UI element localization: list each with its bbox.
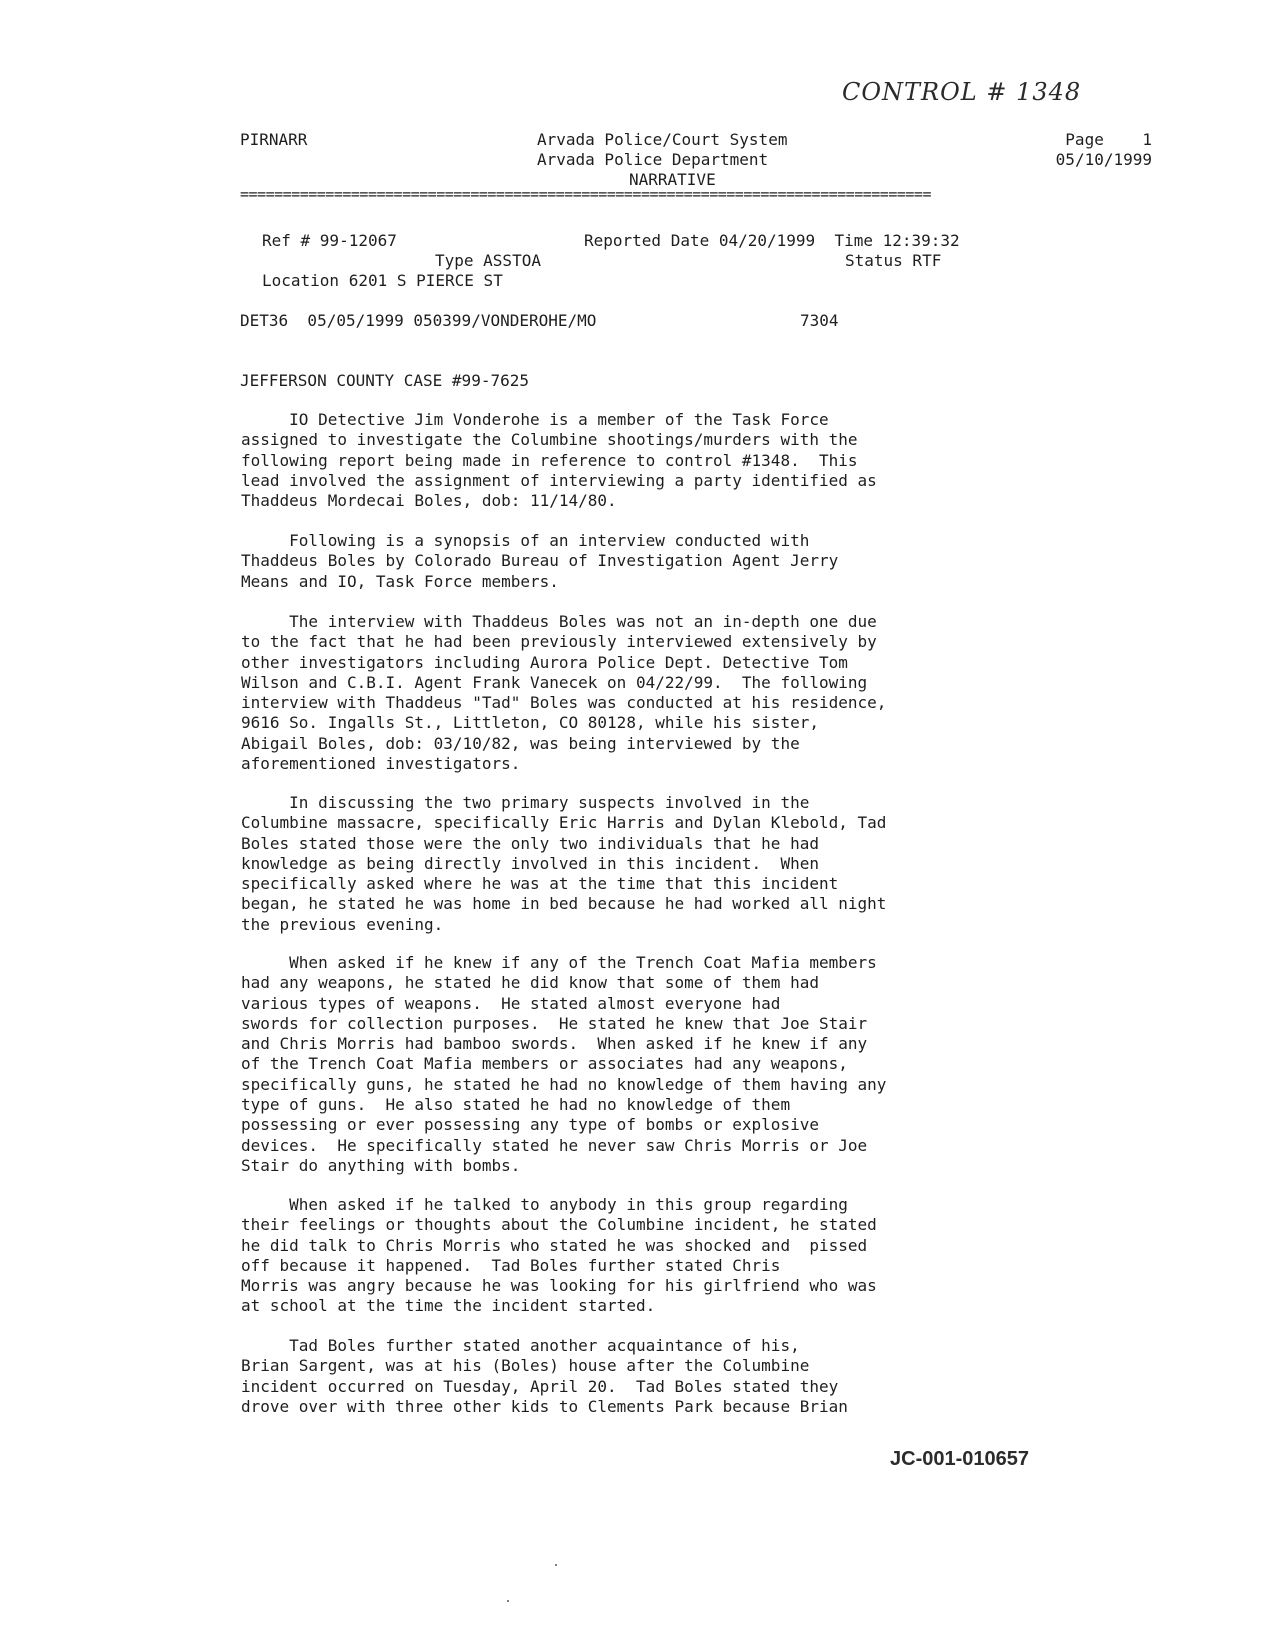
incident-type: Type ASSTOA: [435, 251, 541, 270]
report-date: 05/10/1999: [1055, 150, 1152, 169]
system-title: Arvada Police/Court System: [537, 130, 788, 149]
ref-number: Ref # 99-12067: [262, 231, 397, 250]
form-code: PIRNARR: [240, 130, 308, 149]
narrative-paragraph: Following is a synopsis of an interview conducted with Thaddeus Boles by Colorado Bureau of Investigation Agent Jerry Means and IO, Task Force members.: [241, 531, 839, 591]
reported-date-time: Reported Date 04/20/1999 Time 12:39:32: [584, 231, 960, 250]
page-number: Page 1: [1065, 130, 1152, 149]
location: Location 6201 S PIERCE ST: [262, 271, 503, 290]
narrative-paragraph: The interview with Thaddeus Boles was not an in-depth one due to the fact that he had been previously interviewed extensively by other investigators including Aurora Police Dept. Detective Tom Wilson and C.B.I. Agent Frank Vanecek on 04/22/99. The following interview with Thaddeus "Tad" Boles was conducted at his residence, 9616 So. Ingalls St., Littleton, CO 80128, while his sister, Abigail Boles, dob: 03/10/82, was being interviewed by the aforementioned investigators.: [241, 612, 887, 774]
separator-line: =================================================================================: [240, 185, 931, 203]
narrative-paragraph: IO Detective Jim Vonderohe is a member of the Task Force assigned to investigate the Columbine shootings/murders with the following report being made in reference to control #1348. This lead involved the assignment of interviewing a party identified as Thaddeus Mordecai Boles, dob: 11/14/80.: [241, 410, 877, 511]
bates-number: JC-001-010657: [890, 1448, 1029, 1470]
narrative-paragraph: In discussing the two primary suspects involved in the Columbine massacre, specifically Eric Harris and Dylan Klebold, Tad Boles stated those were the only two individuals that he had knowledge as being directly involved in this incident. When specifically asked where he was at the time that this incident began, he stated he was home in bed because he had worked all night the previous evening.: [241, 793, 887, 934]
scan-speck: [507, 1600, 509, 1602]
department-title: Arvada Police Department: [537, 150, 769, 169]
narrative-paragraph: When asked if he talked to anybody in this group regarding their feelings or thoughts about the Columbine incident, he stated he did talk to Chris Morris who stated he was shocked and pissed off because it happened. Tad Boles further stated Chris Morris was angry because he was looking for his girlfriend who was at school at the time the incident started.: [241, 1195, 877, 1316]
report-type-title: NARRATIVE: [629, 170, 716, 189]
case-title: JEFFERSON COUNTY CASE #99-7625: [240, 371, 529, 390]
status: Status RTF: [845, 251, 942, 270]
officer-number: 7304: [800, 311, 839, 330]
narrative-paragraph: Tad Boles further stated another acquaintance of his, Brian Sargent, was at his (Boles) house after the Columbine incident occurred on Tuesday, April 20. Tad Boles stated they drove over with three other kids to Clements Park because Brian: [241, 1336, 848, 1416]
officer-line: DET36 05/05/1999 050399/VONDEROHE/MO: [240, 311, 597, 330]
scan-speck: [555, 1564, 557, 1566]
narrative-paragraph: When asked if he knew if any of the Trench Coat Mafia members had any weapons, he stated he did know that some of them had various types of weapons. He stated almost everyone had swords for collection purposes. He stated he knew that Joe Stair and Chris Morris had bamboo swords. When asked if he knew if any of the Trench Coat Mafia members or associates had any weapons, specifically guns, he stated he had no knowledge of them having any type of guns. He also stated he had no knowledge of them possessing or ever possessing any type of bombs or explosive devices. He specifically stated he never saw Chris Morris or Joe Stair do anything with bombs.: [241, 953, 887, 1175]
handwritten-control-note: CONTROL # 1348: [842, 78, 1082, 106]
